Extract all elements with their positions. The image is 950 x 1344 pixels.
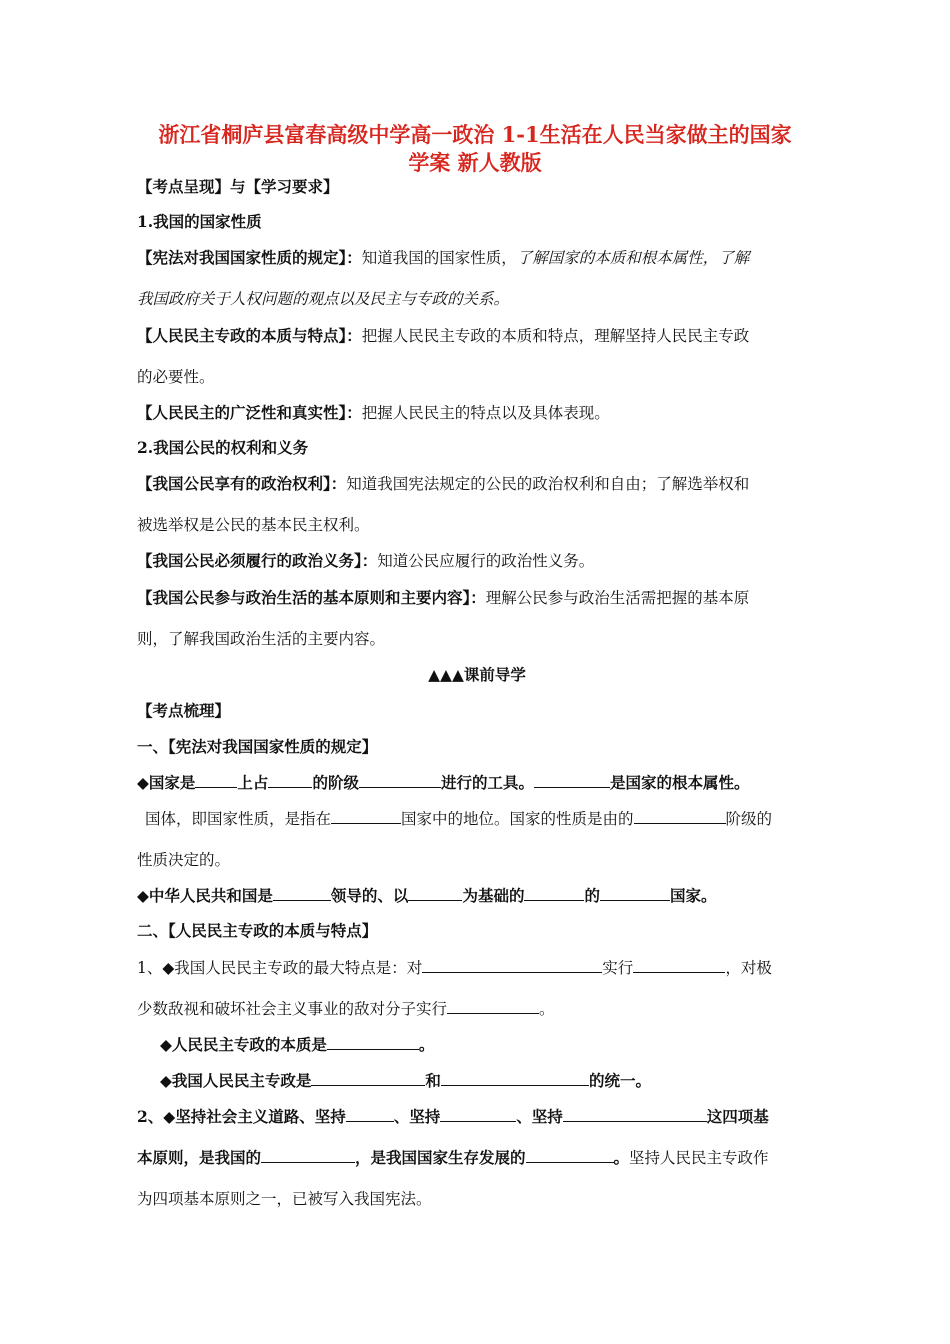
part2-heading: 二、【人民民主专政的本质与特点】 [137,921,378,940]
fill-question-4 [137,957,817,979]
fill-question-6 [160,1070,840,1092]
item-text: 把握人民民主的特点以及具体表现。 [361,404,610,422]
answer-blank[interactable] [195,772,237,788]
question-text: 、坚持 [393,1107,441,1126]
fill-question-7-cont [137,1147,817,1169]
question-text: ◆人民民主专政的本质是 [160,1035,327,1054]
item-text: 知道我国的国家性质， [361,249,517,267]
answer-blank[interactable] [563,1106,707,1122]
fill-question-2-cont: 性质决定的。 [137,851,231,869]
answer-blank[interactable] [273,885,331,901]
question-text: 1、◆我国人民民主专政的最大特点是：对 [137,959,423,977]
question-text: ，是我国国家生存发展的 [355,1148,526,1167]
section1-heading: 1.我国的国家性质 [137,212,262,231]
answer-blank[interactable] [526,1147,614,1163]
section2-heading: 2.我国公民的权利和义务 [137,438,309,457]
item-label: 【人民民主专政的本质与特点】 [137,326,347,345]
question-text: ◆中华人民共和国是 [137,886,273,905]
item-sep: ： [470,588,486,607]
item-label: 【我国公民享有的政治权利】 [137,474,331,493]
answer-blank[interactable] [408,885,462,901]
item-text-italic: 了解国家的本质和根本属性，了解 [516,249,750,267]
question-text: 。 [418,1035,435,1054]
question-text: ◆我国人民民主专政是 [160,1071,312,1090]
question-text: 的 [584,886,600,905]
fill-question-5 [160,1034,840,1056]
question-text: 国家中的地位。国家的性质是由的 [401,810,634,828]
question-text: 。 [613,1148,630,1167]
answer-blank[interactable] [441,1070,589,1086]
answer-blank[interactable] [447,998,539,1014]
question-text: ◆国家是 [137,773,196,792]
question-text: 2、◆坚持社会主义道路、坚持 [137,1107,346,1126]
question-text: 、坚持 [516,1107,563,1126]
answer-blank[interactable] [534,772,610,788]
question-text: ，对极 [725,959,772,977]
question-text: 实行 [602,959,634,977]
requirement-item-1-cont: 我国政府关于人权问题的观点以及民主与专政的关系。 [137,290,510,308]
question-text: 少数敌视和破坏社会主义事业的敌对分子实行 [137,1000,448,1018]
fill-question-2 [145,808,825,830]
fill-question-7 [137,1106,817,1128]
question-text: 这四项基 [706,1107,769,1126]
question-text: 国家。 [669,886,717,905]
question-text: 为基础的 [462,886,525,905]
item-sep: ： [346,326,362,345]
item-sep: ： [330,474,347,493]
document-title-line2: 学案 新人教版 [408,150,542,175]
requirement-item-2-cont: 的必要性。 [137,368,215,386]
question-text: 领导的、以 [330,886,409,905]
item-label: 【人民民主的广泛性和真实性】 [137,403,347,422]
requirement-item-5 [137,550,817,572]
fill-question-7-cont2: 为四项基本原则之一，已被写入我国宪法。 [137,1190,432,1208]
requirements-heading: 【考点呈现】与【学习要求】 [137,177,339,196]
answer-blank[interactable] [327,1034,419,1050]
review-heading: 【考点梳理】 [137,701,231,720]
requirement-item-3 [137,402,817,424]
answer-blank[interactable] [331,808,401,824]
requirement-item-1 [137,247,817,269]
answer-blank[interactable] [346,1106,394,1122]
answer-blank[interactable] [440,1106,516,1122]
requirement-item-4 [137,473,817,495]
question-text: 上占 [237,773,269,792]
question-text: 。 [539,1000,555,1018]
fill-question-3 [137,885,817,907]
part1-heading: 一、【宪法对我国国家性质的规定】 [137,737,378,756]
answer-blank[interactable] [261,1147,355,1163]
item-label: 【宪法对我国国家性质的规定】 [137,248,347,267]
question-text: 的阶级 [312,773,359,792]
requirement-item-2 [137,325,817,347]
question-text: 是国家的根本属性。 [609,773,750,792]
fill-question-1 [137,772,817,794]
question-text: 本原则，是我国的 [137,1148,262,1167]
item-sep: ： [346,403,362,422]
question-text: 阶级的 [725,810,773,828]
item-text: 把握人民民主专政的本质和特点，理解坚持人民民主专政 [361,327,750,345]
answer-blank[interactable] [634,808,726,824]
item-sep: ： [361,551,378,570]
item-text: 知道我国宪法规定的公民的政治权利和自由；了解选举权和 [346,475,750,493]
item-sep: ： [346,248,362,267]
question-text: 坚持人民民主专政作 [629,1149,769,1167]
question-text: 的统一。 [588,1071,651,1090]
question-text: 进行的工具。 [440,773,534,792]
answer-blank[interactable] [311,1070,425,1086]
preclass-heading: ▲▲▲课前导学 [428,665,526,684]
item-label: 【我国公民参与政治生活的基本原则和主要内容】 [137,588,471,607]
answer-blank[interactable] [422,957,602,973]
item-text: 知道公民应履行的政治性义务。 [377,552,595,570]
answer-blank[interactable] [359,772,441,788]
fill-question-4-cont [137,998,817,1020]
requirement-item-6 [137,587,817,609]
question-text: 和 [425,1071,441,1090]
item-label: 【我国公民必须履行的政治义务】 [137,551,362,570]
answer-blank[interactable] [524,885,584,901]
answer-blank[interactable] [268,772,312,788]
requirement-item-6-cont: 则，了解我国政治生活的主要内容。 [137,630,386,648]
requirement-item-4-cont: 被选举权是公民的基本民主权利。 [137,516,370,534]
answer-blank[interactable] [633,957,725,973]
item-text: 理解公民参与政治生活需把握的基本原 [485,589,750,607]
document-title-line1: 浙江省桐庐县富春高级中学高一政治 1-1生活在人民当家做主的国家 [158,122,792,147]
answer-blank[interactable] [600,885,670,901]
question-text: 国体，即国家性质，是指在 [145,810,332,828]
